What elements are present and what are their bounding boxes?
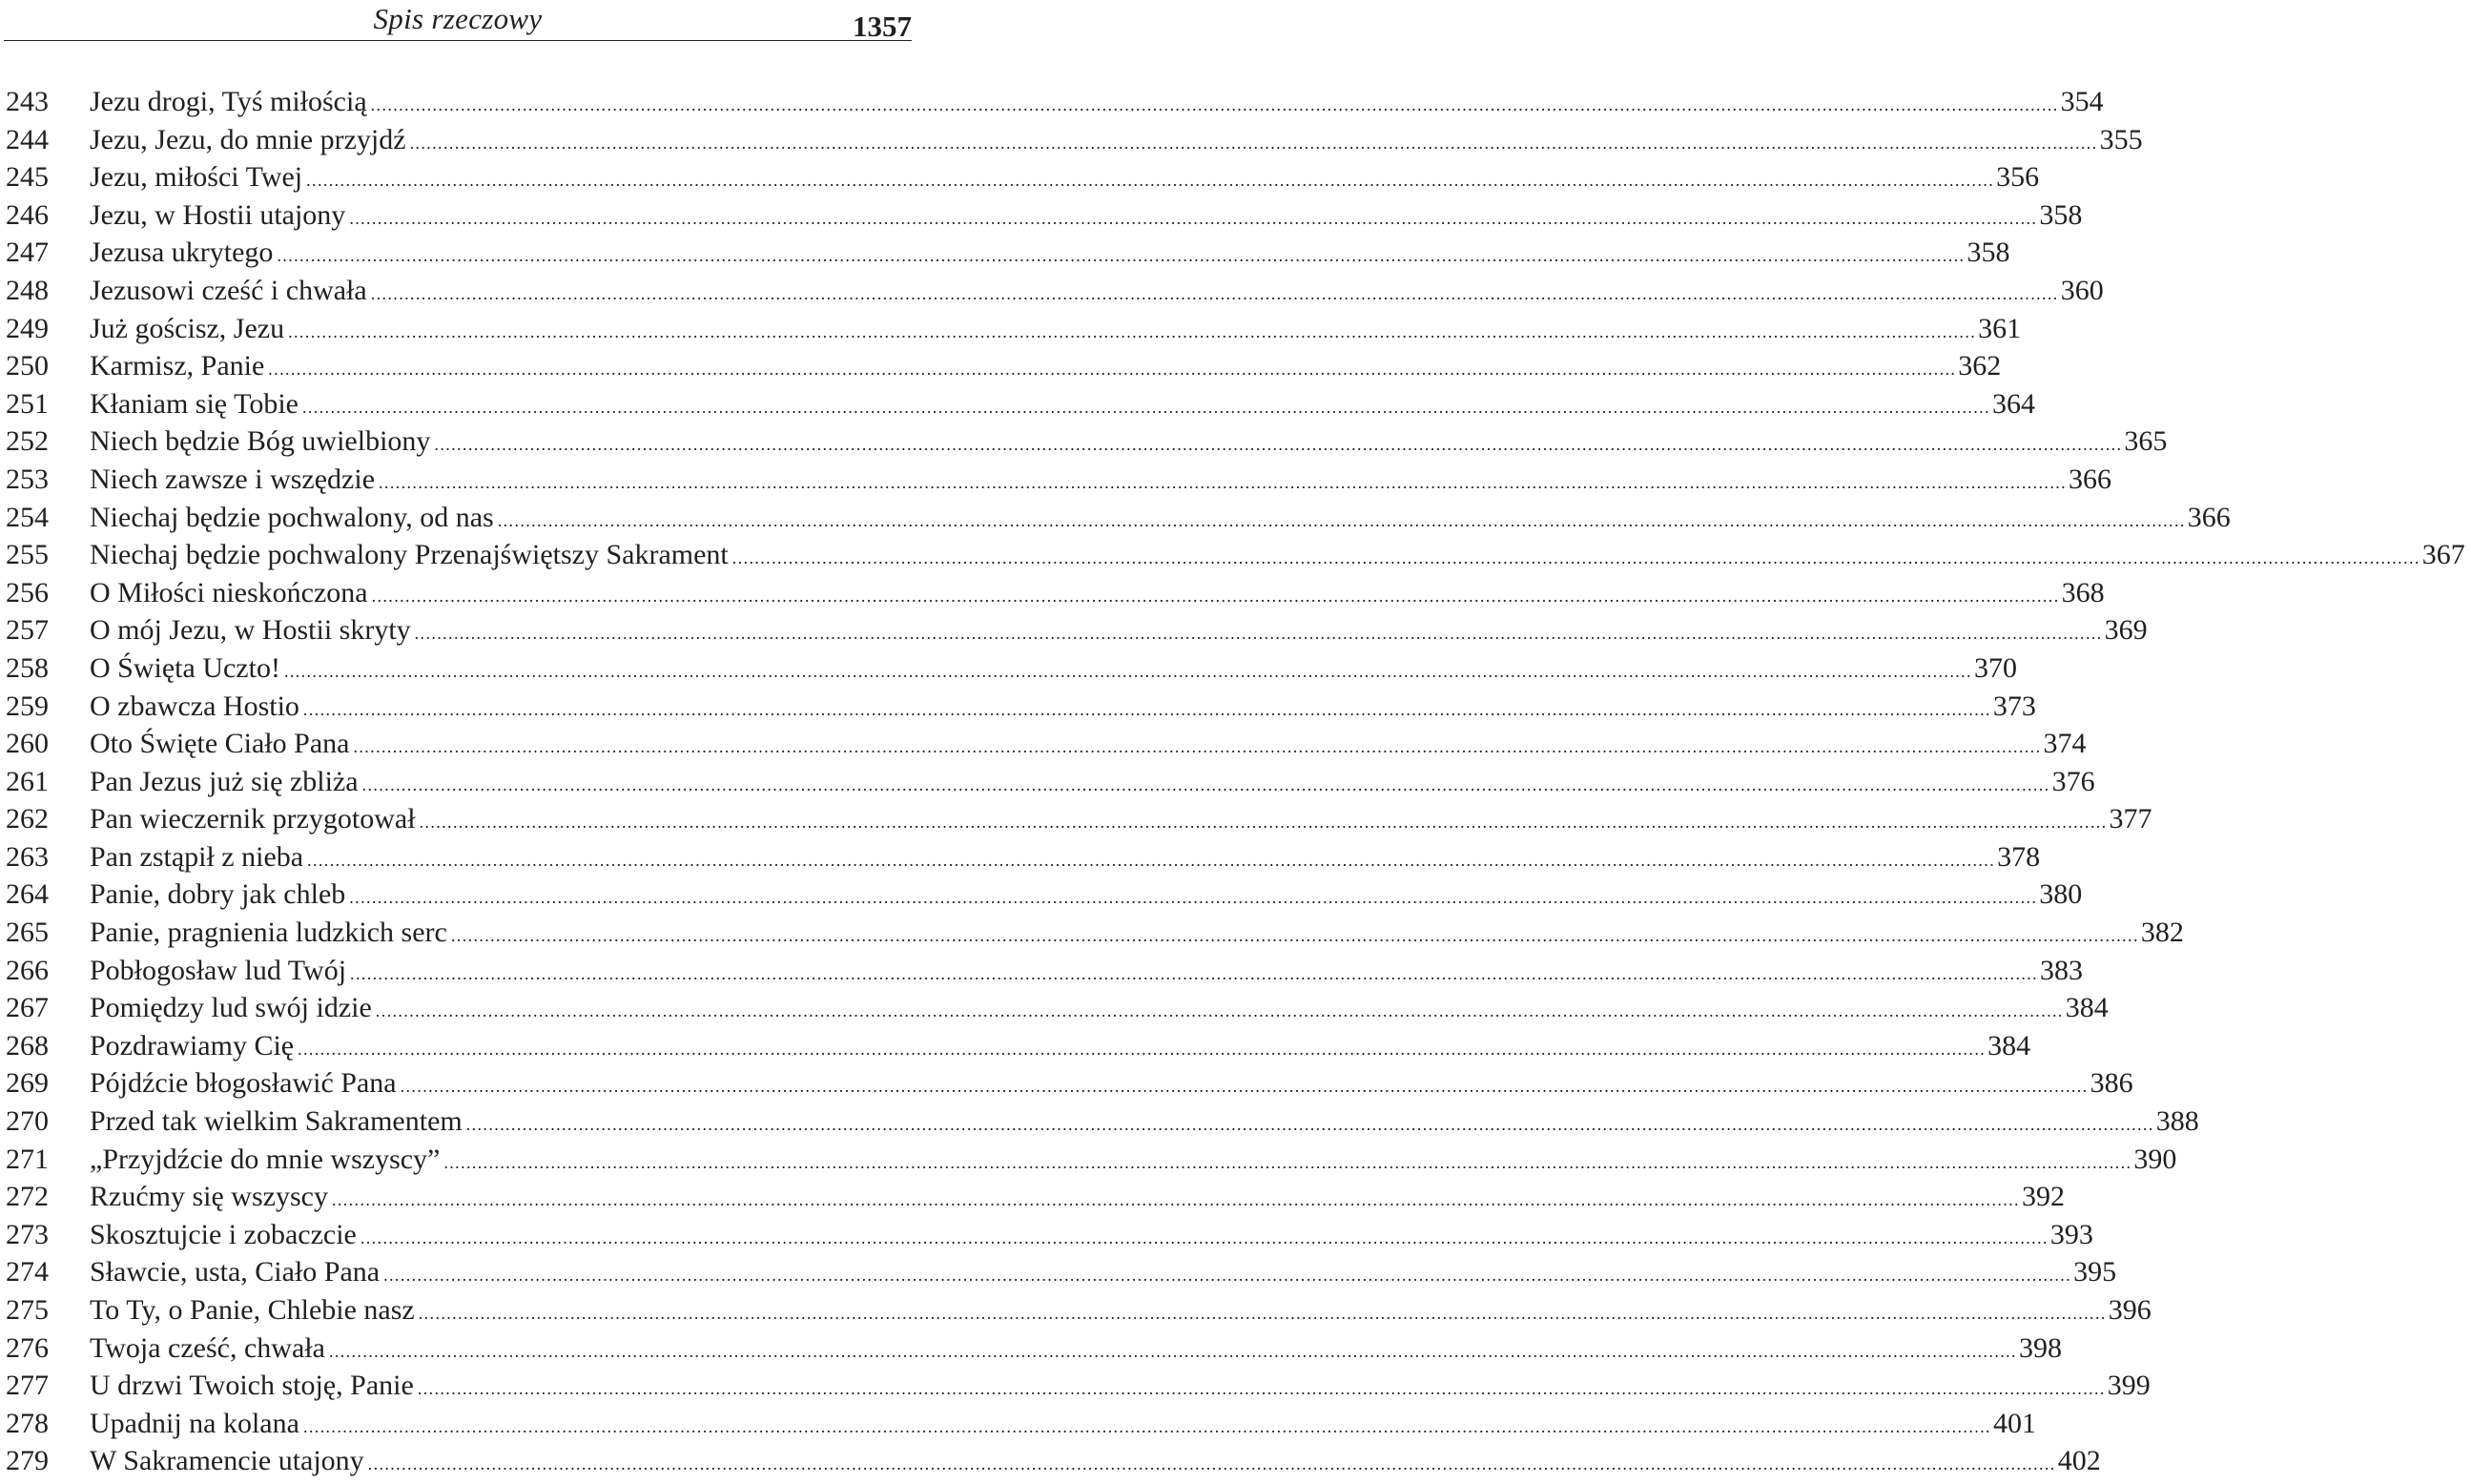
dot-leader: ............................................................................................................................................................................................................................................................................................................ bbox=[283, 661, 1972, 681]
entry-page-number: 396 bbox=[2108, 1294, 2152, 1326]
entry-number: 274 bbox=[6, 1256, 49, 1288]
entry-page-number: 384 bbox=[1987, 1029, 2031, 1061]
entry-page-number: 378 bbox=[1997, 840, 2041, 873]
toc-entry bbox=[0, 989, 2109, 1027]
entry-number: 255 bbox=[6, 539, 49, 571]
entry-title-container bbox=[90, 574, 2060, 616]
entry-page-number: 356 bbox=[1996, 161, 2040, 194]
entry-title: Pomiędzy lud swój idzie bbox=[90, 992, 372, 1024]
entry-title: Skosztujcie i zobaczcie bbox=[90, 1218, 357, 1250]
entry-number: 247 bbox=[6, 237, 49, 269]
entry-number: 269 bbox=[6, 1067, 49, 1100]
entry-title-container bbox=[90, 1027, 1986, 1069]
dot-leader: ............................................................................................................................................................................................................................................................................................................ bbox=[349, 888, 2038, 908]
entry-page-number: 384 bbox=[2065, 992, 2109, 1024]
entry-page-number: 354 bbox=[2060, 86, 2104, 117]
dot-leader: ............................................................................................................................................................................................................................................................................................................ bbox=[350, 963, 2039, 983]
entry-title-container bbox=[90, 196, 2037, 238]
entry-number: 250 bbox=[6, 350, 49, 382]
entry-number: 279 bbox=[6, 1445, 49, 1477]
entry-title-container bbox=[90, 838, 1995, 880]
entry-title-container bbox=[90, 952, 2038, 994]
entry-page-number: 398 bbox=[2018, 1331, 2062, 1364]
entry-page-number: 377 bbox=[2109, 803, 2152, 835]
toc-entry bbox=[0, 385, 2035, 423]
entry-title: Pan Jezus już się zbliża bbox=[90, 765, 359, 797]
dot-leader: ............................................................................................................................................................................................................................................................................................................ bbox=[450, 926, 2139, 946]
entry-title: Już gościsz, Jezu bbox=[90, 312, 285, 344]
entry-page-number: 386 bbox=[2090, 1067, 2133, 1100]
entry-title: Jezusowi cześć i chwała bbox=[90, 274, 367, 306]
entry-title: Jezu, w Hostii utajony bbox=[90, 198, 346, 231]
entry-title-container bbox=[90, 310, 1976, 352]
toc-entry bbox=[0, 1141, 2177, 1179]
entry-page-number: 362 bbox=[1958, 350, 2002, 382]
entry-title-container bbox=[90, 914, 2139, 956]
toc-entry bbox=[0, 1405, 2036, 1443]
entry-title: O Miłości nieskończona bbox=[90, 576, 368, 608]
entry-number: 272 bbox=[6, 1181, 49, 1213]
entry-number: 264 bbox=[6, 878, 49, 911]
toc-entry bbox=[0, 838, 2041, 876]
entry-title: Niech będzie Bóg uwielbiony bbox=[90, 425, 431, 458]
toc-entry bbox=[0, 1216, 2093, 1254]
toc-entry bbox=[0, 461, 2112, 499]
entry-number: 257 bbox=[6, 614, 49, 647]
entry-title-container bbox=[90, 1329, 2017, 1371]
entry-title: Przed tak wielkim Sakramentem bbox=[90, 1105, 463, 1138]
entry-title: Pójdźcie błogosławić Pana bbox=[90, 1067, 397, 1100]
entry-title-container bbox=[90, 1291, 2107, 1333]
toc-entry bbox=[0, 1329, 2062, 1368]
dot-leader: ............................................................................................................................................................................................................................................................................................................ bbox=[302, 1416, 1991, 1436]
toc-entry bbox=[0, 1178, 2065, 1216]
dot-leader: ............................................................................................................................................................................................................................................................................................................ bbox=[497, 510, 2186, 530]
toc-entry bbox=[0, 876, 2083, 914]
toc-entry bbox=[0, 234, 2010, 272]
entry-page-number: 373 bbox=[1992, 690, 2036, 722]
dot-leader: ............................................................................................................................................................................................................................................................................................................ bbox=[361, 774, 2050, 794]
entry-title-container bbox=[90, 725, 2041, 767]
entry-page-number: 388 bbox=[2155, 1105, 2199, 1138]
dot-leader: ............................................................................................................................................................................................................................................................................................................ bbox=[328, 1341, 2017, 1361]
toc-entry bbox=[0, 952, 2084, 990]
entry-title-container bbox=[90, 611, 2103, 653]
entry-number: 256 bbox=[6, 576, 49, 608]
entry-title: Panie, dobry jak chleb bbox=[90, 878, 346, 911]
entry-title: Oto Święte Ciało Pana bbox=[90, 728, 350, 760]
entry-title-container bbox=[90, 499, 2186, 541]
entry-title-container bbox=[90, 272, 2059, 314]
toc-entry bbox=[0, 196, 2083, 235]
toc-entry bbox=[0, 1103, 2199, 1141]
entry-title: W Sakramencie utajony bbox=[90, 1445, 364, 1477]
entry-page-number: 358 bbox=[2039, 198, 2083, 231]
entry-title: Rzućmy się wszyscy bbox=[90, 1181, 328, 1213]
dot-leader: ............................................................................................................................................................................................................................................................................................................ bbox=[418, 1304, 2107, 1323]
entry-title: „Przyjdźcie do mnie wszyscy” bbox=[90, 1143, 441, 1175]
dot-leader: ............................................................................................................................................................................................................................................................................................................ bbox=[307, 850, 1996, 870]
entry-title-container bbox=[90, 1405, 1991, 1447]
entry-number: 271 bbox=[6, 1143, 49, 1175]
toc-entry bbox=[0, 1367, 2151, 1405]
dot-leader: ............................................................................................................................................................................................................................................................................................................ bbox=[268, 360, 1957, 380]
dot-leader: ............................................................................................................................................................................................................................................................................................................ bbox=[434, 435, 2123, 455]
entry-title: Pan wieczernik przygotował bbox=[90, 803, 416, 835]
entry-title-container bbox=[90, 763, 2050, 805]
entry-number: 262 bbox=[6, 803, 49, 835]
entry-title-container bbox=[90, 800, 2108, 842]
entry-title-container bbox=[90, 1103, 2154, 1144]
entry-title: Upadnij na kolana bbox=[90, 1407, 299, 1439]
dot-leader: ............................................................................................................................................................................................................................................................................................................ bbox=[301, 397, 1990, 417]
entry-title: To Ty, o Panie, Chlebie nasz bbox=[90, 1294, 415, 1326]
dot-leader: ............................................................................................................................................................................................................................................................................................................ bbox=[414, 624, 2103, 644]
entry-title-container bbox=[90, 876, 2037, 917]
toc-entry bbox=[0, 272, 2104, 310]
table-of-contents bbox=[0, 83, 2465, 1480]
entry-number: 275 bbox=[6, 1294, 49, 1326]
entry-page-number: 395 bbox=[2073, 1256, 2117, 1288]
dot-leader: ............................................................................................................................................................................................................................................................................................................ bbox=[277, 246, 1966, 266]
entry-number: 253 bbox=[6, 463, 49, 495]
header-divider bbox=[4, 40, 912, 41]
entry-number: 245 bbox=[6, 161, 49, 194]
entry-number: 270 bbox=[6, 1105, 49, 1138]
page-number: 1357 bbox=[853, 10, 912, 43]
toc-entry bbox=[0, 121, 2143, 159]
toc-entry bbox=[0, 310, 2022, 348]
entry-number: 267 bbox=[6, 992, 49, 1024]
entry-title: Sławcie, usta, Ciało Pana bbox=[90, 1256, 381, 1288]
dot-leader: ............................................................................................................................................................................................................................................................................................................ bbox=[731, 548, 2420, 568]
dot-leader: ............................................................................................................................................................................................................................................................................................................ bbox=[331, 1190, 2020, 1210]
entry-number: 268 bbox=[6, 1029, 49, 1061]
toc-entry bbox=[0, 800, 2152, 838]
entry-number: 278 bbox=[6, 1407, 49, 1439]
entry-title-container bbox=[90, 234, 1965, 276]
entry-title-container bbox=[90, 1216, 2049, 1258]
entry-number: 258 bbox=[6, 651, 49, 684]
entry-number: 263 bbox=[6, 840, 49, 873]
entry-page-number: 380 bbox=[2039, 878, 2083, 911]
entry-title-container bbox=[90, 536, 2420, 578]
dot-leader: ............................................................................................................................................................................................................................................................................................................ bbox=[298, 1039, 1987, 1059]
entry-title-container bbox=[90, 688, 1991, 730]
entry-title-container bbox=[90, 423, 2122, 464]
dot-leader: ............................................................................................................................................................................................................................................................................................................ bbox=[360, 1227, 2049, 1247]
entry-page-number: 361 bbox=[1978, 312, 2022, 344]
toc-entry bbox=[0, 1064, 2133, 1103]
entry-number: 277 bbox=[6, 1370, 49, 1402]
toc-entry bbox=[0, 763, 2095, 801]
entry-page-number: 367 bbox=[2421, 539, 2465, 571]
entry-title: Jezu, miłości Twej bbox=[90, 161, 303, 194]
dot-leader: ............................................................................................................................................................................................................................................................................................................ bbox=[370, 95, 2059, 114]
entry-page-number: 390 bbox=[2133, 1143, 2177, 1175]
entry-title-container bbox=[90, 347, 1956, 389]
toc-entry bbox=[0, 725, 2087, 763]
entry-number: 276 bbox=[6, 1331, 49, 1364]
entry-title: O Święta Uczto! bbox=[90, 651, 280, 684]
entry-number: 265 bbox=[6, 917, 49, 949]
entry-number: 261 bbox=[6, 765, 49, 797]
entry-page-number: 402 bbox=[2057, 1445, 2101, 1477]
entry-title-container bbox=[90, 121, 2098, 163]
toc-entry bbox=[0, 158, 2040, 196]
dot-leader: ............................................................................................................................................................................................................................................................................................................ bbox=[383, 1266, 2072, 1286]
entry-page-number: 366 bbox=[2069, 463, 2112, 495]
page-header bbox=[0, 0, 916, 46]
entry-title-container bbox=[90, 989, 2064, 1031]
entry-title: Niechaj będzie pochwalony, od nas bbox=[90, 501, 494, 533]
entry-number: 273 bbox=[6, 1218, 49, 1250]
dot-leader: ............................................................................................................................................................................................................................................................................................................ bbox=[370, 283, 2059, 303]
entry-number: 251 bbox=[6, 387, 49, 420]
toc-entry bbox=[0, 1442, 2101, 1480]
dot-leader: ............................................................................................................................................................................................................................................................................................................ bbox=[302, 699, 1991, 719]
toc-entry bbox=[0, 688, 2036, 726]
entry-number: 259 bbox=[6, 690, 49, 722]
entry-title-container bbox=[90, 1253, 2071, 1295]
toc-entry bbox=[0, 536, 2465, 574]
dot-leader: ............................................................................................................................................................................................................................................................................................................ bbox=[419, 813, 2108, 833]
entry-title-container bbox=[90, 158, 1994, 200]
dot-leader: ............................................................................................................................................................................................................................................................................................................ bbox=[288, 321, 1977, 341]
entry-title: Pozdrawiamy Cię bbox=[90, 1029, 295, 1061]
entry-page-number: 369 bbox=[2104, 614, 2148, 647]
entry-page-number: 364 bbox=[1991, 387, 2035, 420]
entry-page-number: 383 bbox=[2040, 954, 2084, 986]
toc-entry bbox=[0, 649, 2017, 688]
entry-title: Jezu, Jezu, do mnie przyjdź bbox=[90, 123, 406, 155]
entry-title: Karmisz, Panie bbox=[90, 350, 265, 382]
toc-entry bbox=[0, 611, 2148, 649]
dot-leader: ............................................................................................................................................................................................................................................................................................................ bbox=[353, 737, 2042, 757]
entry-title: Twoja cześć, chwała bbox=[90, 1331, 325, 1364]
dot-leader: ............................................................................................................................................................................................................................................................................................................ bbox=[306, 171, 1995, 191]
entry-page-number: 368 bbox=[2061, 576, 2105, 608]
entry-page-number: 376 bbox=[2051, 765, 2095, 797]
dot-leader: ............................................................................................................................................................................................................................................................................................................ bbox=[371, 586, 2060, 606]
entry-page-number: 370 bbox=[1973, 651, 2017, 684]
toc-entry bbox=[0, 1291, 2152, 1329]
entry-title: Jezusa ukrytego bbox=[90, 237, 274, 269]
entry-title-container bbox=[90, 461, 2067, 503]
entry-page-number: 393 bbox=[2049, 1218, 2093, 1250]
entry-number: 246 bbox=[6, 198, 49, 231]
entry-title: O zbawcza Hostio bbox=[90, 690, 299, 722]
dot-leader: ............................................................................................................................................................................................................................................................................................................ bbox=[409, 133, 2098, 153]
entry-title-container bbox=[90, 1367, 2106, 1409]
entry-page-number: 382 bbox=[2140, 917, 2184, 949]
entry-title: Kłaniam się Tobie bbox=[90, 387, 299, 420]
entry-page-number: 358 bbox=[1967, 237, 2010, 269]
entry-title: O mój Jezu, w Hostii skryty bbox=[90, 614, 411, 647]
toc-entry bbox=[0, 83, 2104, 121]
entry-page-number: 365 bbox=[2124, 425, 2168, 458]
entry-title-container bbox=[90, 1064, 2089, 1106]
entry-title: Jezu drogi, Tyś miłością bbox=[90, 86, 367, 117]
dot-leader: ............................................................................................................................................................................................................................................................................................................ bbox=[443, 1152, 2132, 1172]
dot-leader: ............................................................................................................................................................................................................................................................................................................ bbox=[417, 1379, 2106, 1399]
entry-number: 244 bbox=[6, 123, 49, 155]
entry-title-container bbox=[90, 1442, 2056, 1484]
entry-title-container bbox=[90, 83, 2059, 125]
toc-entry bbox=[0, 347, 2002, 385]
entry-number: 248 bbox=[6, 274, 49, 306]
entry-title-container bbox=[90, 649, 1972, 691]
dot-leader: ............................................................................................................................................................................................................................................................................................................ bbox=[379, 472, 2068, 492]
entry-page-number: 401 bbox=[1992, 1407, 2036, 1439]
entry-page-number: 355 bbox=[2099, 123, 2143, 155]
entry-title: Panie, pragnienia ludzkich serc bbox=[90, 917, 447, 949]
entry-title-container bbox=[90, 385, 1990, 427]
dot-leader: ............................................................................................................................................................................................................................................................................................................ bbox=[375, 1001, 2064, 1021]
toc-entry bbox=[0, 574, 2105, 612]
dot-leader: ............................................................................................................................................................................................................................................................................................................ bbox=[349, 208, 2038, 228]
toc-entry bbox=[0, 499, 2231, 537]
toc-entry bbox=[0, 423, 2168, 461]
entry-number: 249 bbox=[6, 312, 49, 344]
entry-page-number: 360 bbox=[2060, 274, 2104, 306]
entry-title: U drzwi Twoich stoję, Panie bbox=[90, 1370, 414, 1402]
entry-title: Pan zstąpił z nieba bbox=[90, 840, 304, 873]
dot-leader: ............................................................................................................................................................................................................................................................................................................ bbox=[465, 1115, 2154, 1135]
entry-page-number: 392 bbox=[2021, 1181, 2065, 1213]
entry-number: 260 bbox=[6, 728, 49, 760]
entry-number: 252 bbox=[6, 425, 49, 458]
entry-page-number: 399 bbox=[2107, 1370, 2151, 1402]
running-head-title: Spis rzeczowy bbox=[373, 2, 543, 35]
entry-title: Niechaj będzie pochwalony Przenajświętszy Sakrament bbox=[90, 539, 729, 571]
dot-leader: ............................................................................................................................................................................................................................................................................................................ bbox=[367, 1454, 2056, 1474]
entry-title: Pobłogosław lud Twój bbox=[90, 954, 347, 986]
entry-page-number: 374 bbox=[2043, 728, 2087, 760]
dot-leader: ............................................................................................................................................................................................................................................................................................................ bbox=[400, 1077, 2089, 1097]
entry-number: 266 bbox=[6, 954, 49, 986]
entry-number: 243 bbox=[6, 86, 49, 117]
entry-page-number: 366 bbox=[2187, 501, 2231, 533]
entry-title-container bbox=[90, 1178, 2020, 1220]
toc-entry bbox=[0, 1027, 2031, 1065]
toc-entry bbox=[0, 1253, 2117, 1291]
entry-title: Niech zawsze i wszędzie bbox=[90, 463, 376, 495]
toc-entry bbox=[0, 914, 2184, 952]
entry-number: 254 bbox=[6, 501, 49, 533]
entry-title-container bbox=[90, 1141, 2131, 1183]
